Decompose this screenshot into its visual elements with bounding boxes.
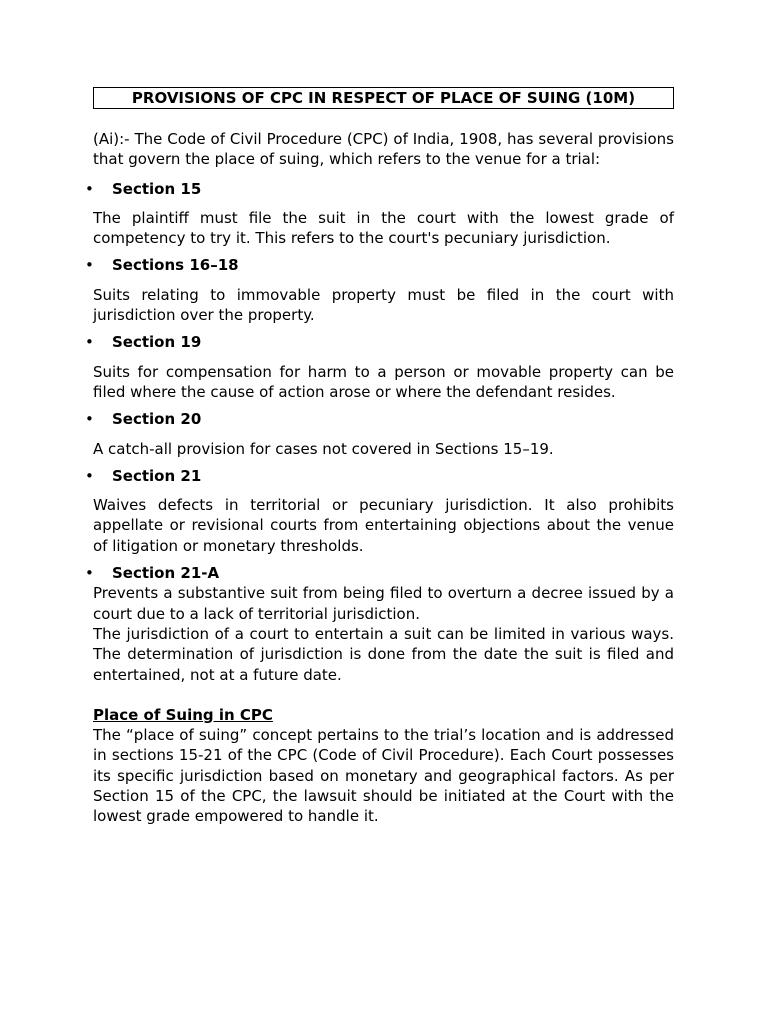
section-heading-text: Section 21 <box>112 466 202 485</box>
jurisdiction-paragraph: The jurisdiction of a court to entertain a suit can be limited in various ways. The determination of jurisdiction is done from the date the suit is filed and entertained, not at a future date. <box>93 624 674 684</box>
document-body <box>85 87 674 827</box>
section-heading <box>85 255 674 275</box>
section-heading <box>85 466 674 486</box>
section-heading-text: Section 21-A <box>112 564 220 583</box>
section-heading <box>85 409 674 429</box>
section-heading-text: Section 20 <box>112 410 202 429</box>
place-of-suing-paragraph: The “place of suing” concept pertains to the trial’s location and is addressed in sections 15-21 of the CPC (Code of Civil Procedure). Each Court possesses its specific jurisdiction based on monetary and geographical factors. As per Section 15 of the CPC, the lawsuit should be initiated at the Court with the lowest grade empowered to handle it. <box>93 726 674 826</box>
place-of-suing-heading: Place of Suing in CPC <box>93 705 273 724</box>
bullet-marker: • <box>85 256 94 275</box>
section-paragraph: Prevents a substantive suit from being filed to overturn a decree issued by a court due to a lack of territorial jurisdiction. <box>93 584 674 623</box>
section-paragraph: Waives defects in territorial or pecuniary jurisdiction. It also prohibits appellate or revisional courts from entertaining objections about the venue of litigation or monetary thresholds. <box>93 496 674 555</box>
bullet-marker: • <box>85 564 94 583</box>
section-paragraph: Suits relating to immovable property must be filed in the court with jurisdiction over the property. <box>93 285 674 325</box>
section-heading-text: Section 15 <box>112 179 202 198</box>
section-heading <box>85 563 674 583</box>
bullet-marker: • <box>85 466 94 485</box>
section-heading <box>85 332 674 352</box>
section-heading-text: Sections 16–18 <box>112 256 239 275</box>
document-title: PROVISIONS OF CPC IN RESPECT OF PLACE OF SUING (10M) <box>93 87 674 109</box>
section-paragraph: The plaintiff must file the suit in the court with the lowest grade of competency to try it. This refers to the court's pecuniary jurisdiction. <box>93 208 674 248</box>
section-paragraph: A catch-all provision for cases not covered in Sections 15–19. <box>93 439 554 458</box>
intro-paragraph: (Ai):- The Code of Civil Procedure (CPC) of India, 1908, has several provisions that govern the place of suing, which refers to the venue for a trial: <box>93 130 674 169</box>
bullet-marker: • <box>85 410 94 429</box>
section-paragraph: Suits for compensation for harm to a person or movable property can be filed where the cause of action arose or where the defendant resides. <box>93 362 674 401</box>
bullet-marker: • <box>85 179 94 198</box>
section-heading <box>85 179 674 199</box>
bullet-marker: • <box>85 333 94 352</box>
section-heading-text: Section 19 <box>112 333 202 352</box>
